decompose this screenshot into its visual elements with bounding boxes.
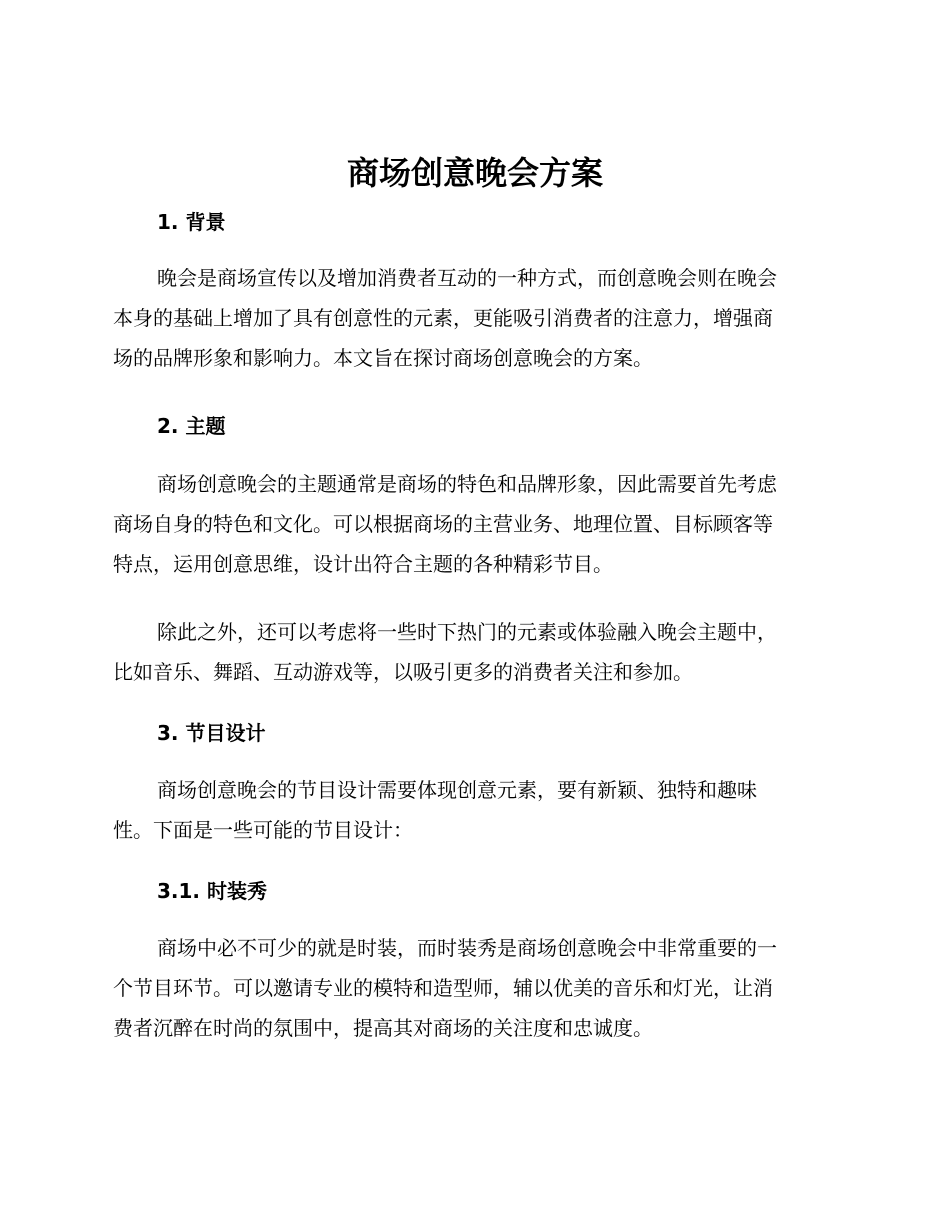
- paragraph-background: [113, 258, 835, 378]
- paragraph-line: 除此之外，还可以考虑将一些时下热门的元素或体验融入晚会主题中，: [157, 620, 777, 644]
- paragraph-line: 本身的基础上增加了具有创意性的元素，更能吸引消费者的注意力，增强商: [113, 306, 773, 330]
- paragraph-line: 商场中必不可少的就是时装，而时装秀是商场创意晚会中非常重要的一: [157, 936, 777, 960]
- document-title: 商场创意晚会方案: [346, 154, 603, 192]
- section-heading-theme: 2. 主题: [157, 414, 226, 438]
- paragraph-line: 晚会是商场宣传以及增加消费者互动的一种方式，而创意晚会则在晚会: [157, 266, 777, 290]
- paragraph-theme-2: [113, 612, 835, 692]
- paragraph-line: 商场创意晚会的主题通常是商场的特色和品牌形象，因此需要首先考虑: [157, 472, 777, 496]
- paragraph-line: 性。下面是一些可能的节目设计：: [113, 818, 413, 842]
- paragraph-line: 商场自身的特色和文化。可以根据商场的主营业务、地理位置、目标顾客等: [113, 512, 773, 536]
- section-heading-fashion-show: 3.1. 时装秀: [157, 879, 267, 903]
- paragraph-line: 比如音乐、舞蹈、互动游戏等，以吸引更多的消费者关注和参加。: [113, 660, 693, 684]
- paragraph-line: 商场创意晚会的节目设计需要体现创意元素，要有新颖、独特和趣味: [157, 778, 757, 802]
- paragraph-fashion-show: [113, 928, 835, 1048]
- paragraph-line: 特点，运用创意思维，设计出符合主题的各种精彩节目。: [113, 552, 613, 576]
- section-heading-program-design: 3. 节目设计: [157, 721, 266, 745]
- paragraph-line: 费者沉醉在时尚的氛围中，提高其对商场的关注度和忠诚度。: [113, 1016, 653, 1040]
- section-heading-background: 1. 背景: [157, 210, 226, 234]
- paragraph-line: 个节目环节。可以邀请专业的模特和造型师，辅以优美的音乐和灯光，让消: [113, 976, 773, 1000]
- paragraph-theme-1: [113, 464, 835, 584]
- paragraph-line: 场的品牌形象和影响力。本文旨在探讨商场创意晚会的方案。: [113, 346, 653, 370]
- paragraph-program-design: [113, 770, 835, 850]
